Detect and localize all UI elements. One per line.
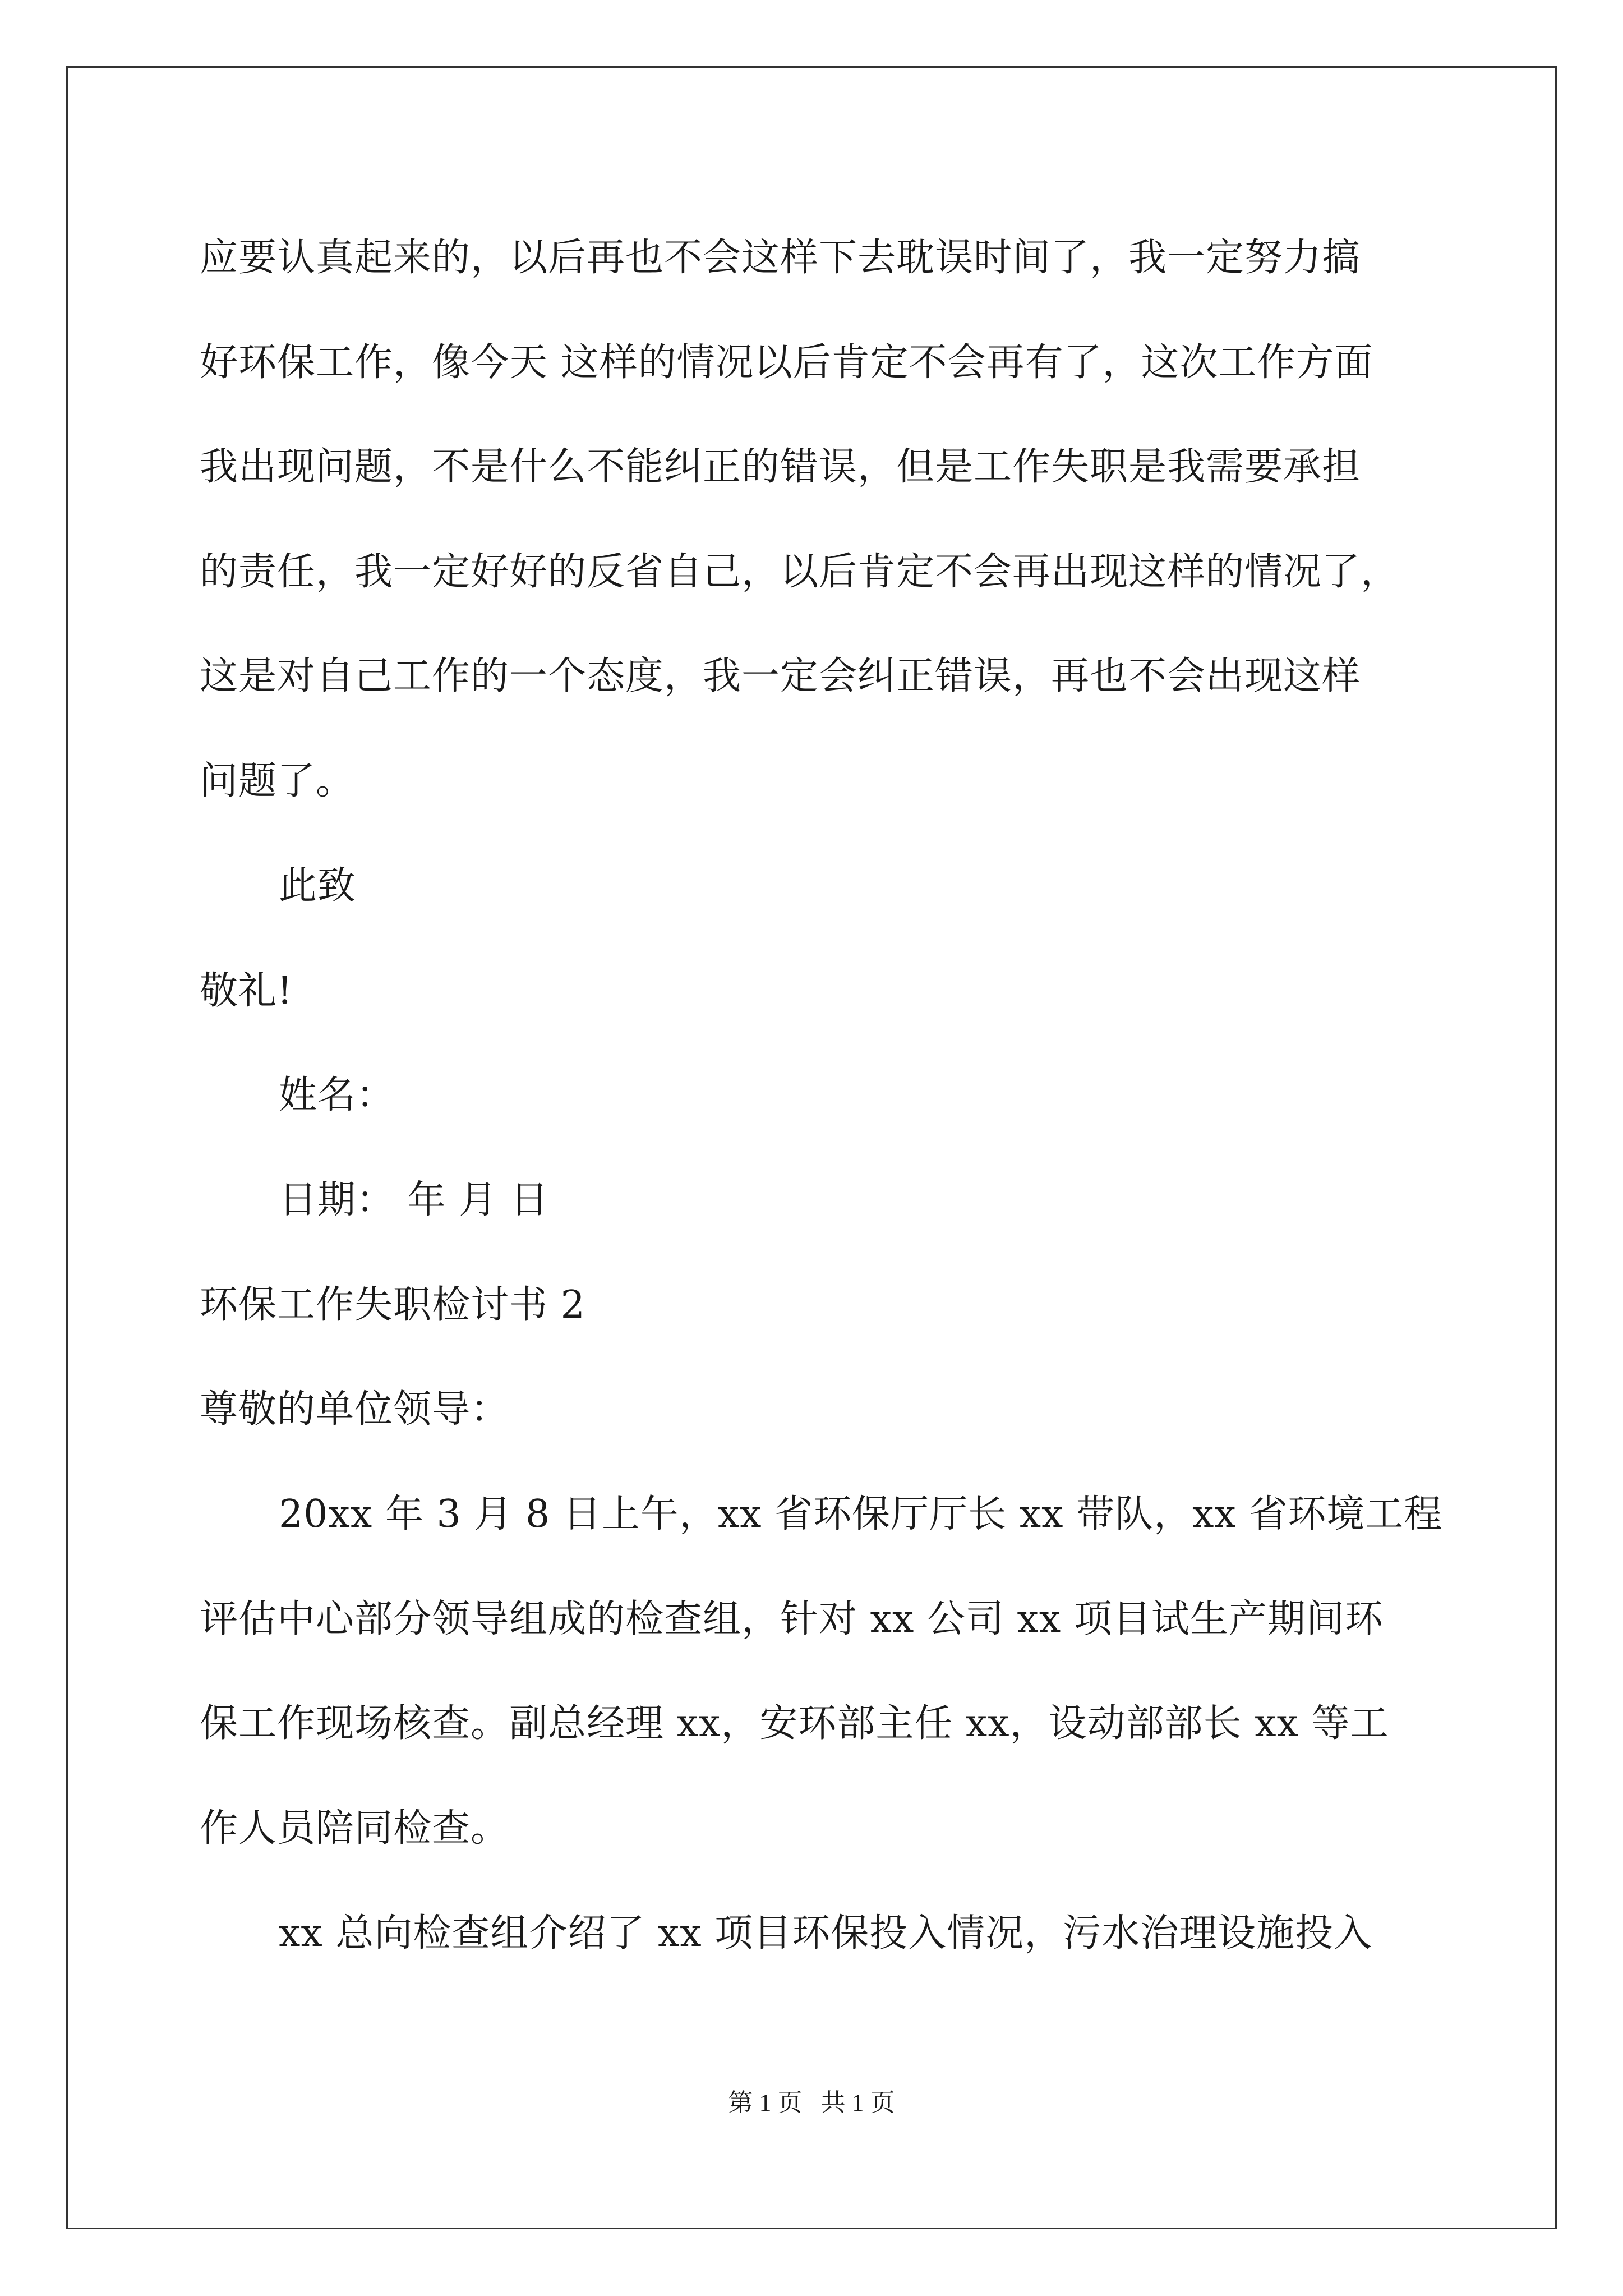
- page-footer: 第 1 页 共 1 页: [728, 2089, 895, 2116]
- paragraph2-line-2: 评估中心部分领导组成的检查组，针对 xx 公司 xx 项目试生产期间环: [200, 1597, 1384, 1641]
- paragraph2-line-4: 作人员陪同检查。: [200, 1806, 510, 1851]
- page-border: [66, 66, 1557, 2229]
- closing-regards: 敬礼!: [200, 969, 293, 1013]
- signature-name-label: 姓名：: [279, 1073, 395, 1117]
- section-title: 环保工作失职检讨书 2: [200, 1283, 585, 1327]
- body-line-3: 我出现问题，不是什么不能纠正的错误，但是工作失职是我需要承担: [200, 445, 1361, 489]
- body-line-4: 的责任，我一定好好的反省自己，以后肯定不会再出现这样的情况了，: [200, 550, 1400, 594]
- signature-date-label: 日期： 年 月 日: [279, 1178, 549, 1222]
- body-line-5: 这是对自己工作的一个态度，我一定会纠正错误，再也不会出现这样: [200, 654, 1361, 698]
- addressee: 尊敬的单位领导：: [200, 1387, 510, 1432]
- paragraph2-line-1: 20xx 年 3 月 8 日上午，xx 省环保厅厅长 xx 带队，xx 省环境工程: [279, 1492, 1443, 1536]
- paragraph3-line-1: xx 总向检查组介绍了 xx 项目环保投入情况，污水治理设施投入: [279, 1911, 1373, 1955]
- closing-salutation: 此致: [279, 864, 357, 908]
- body-line-1: 应要认真起来的，以后再也不会这样下去耽误时间了，我一定努力搞: [200, 236, 1361, 280]
- body-line-2: 好环保工作，像今天 这样的情况以后肯定不会再有了，这次工作方面: [200, 341, 1373, 385]
- paragraph2-line-3: 保工作现场核查。副总经理 xx，安环部主任 xx，设动部部长 xx 等工: [200, 1701, 1389, 1746]
- body-line-6: 问题了。: [200, 759, 355, 803]
